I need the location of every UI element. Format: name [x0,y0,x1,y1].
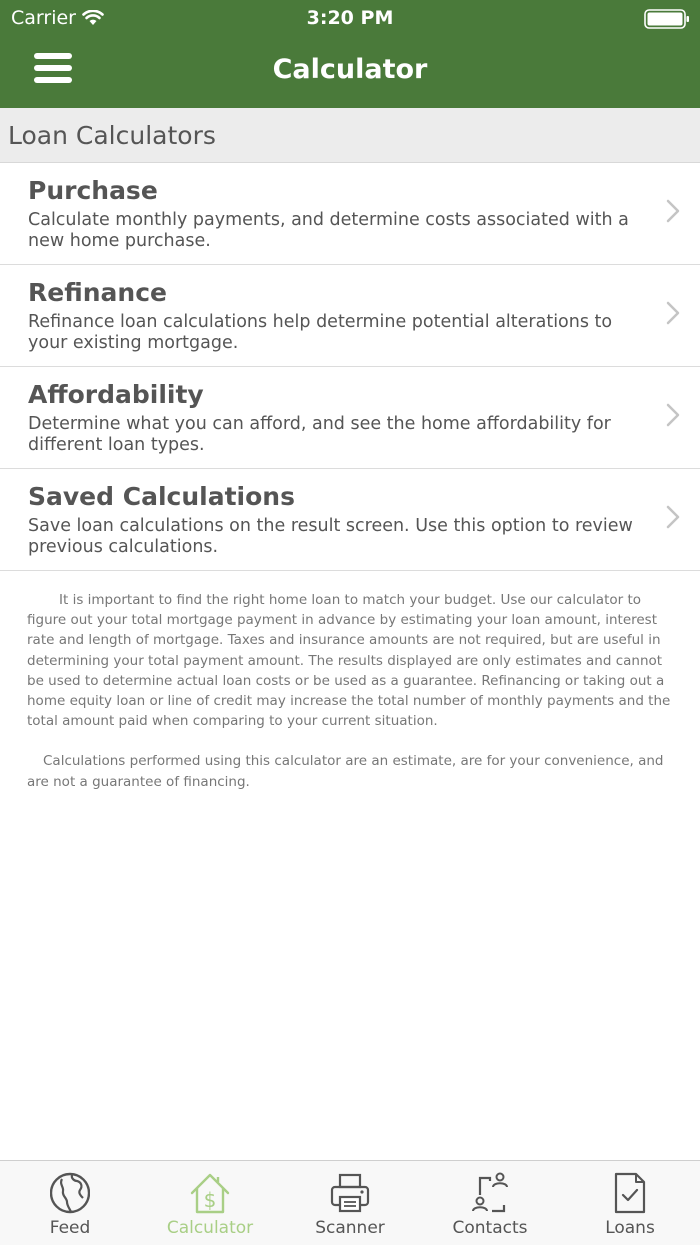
tab-label: Calculator [166,1218,254,1238]
tab-label: Contacts [452,1218,528,1238]
contacts-icon [470,1171,510,1215]
tab-calculator[interactable] [140,1161,280,1245]
item-description: Refinance loan calculations help determine potential alterations to your existing mortgage. [28,312,613,353]
tab-label: Feed [49,1218,91,1238]
item-description: Determine what you can afford, and see the home affordability for different loan types. [28,414,611,455]
globe-icon [50,1171,90,1215]
item-title: Affordability [28,380,204,409]
list-item-affordability[interactable] [0,367,700,469]
chevron-right-icon [666,505,680,529]
item-description: Calculate monthly payments, and determine costs associated with a new home purchase. [28,210,629,251]
house-dollar-icon [190,1171,230,1215]
disclaimer-text [27,590,675,792]
calculator-list [0,163,700,571]
app-header [0,0,700,108]
list-item-saved-calculations[interactable] [0,469,700,571]
chevron-right-icon [666,199,680,223]
nav-bar [0,36,700,108]
page-title: Calculator [272,54,428,85]
section-title: Loan Calculators [8,121,216,150]
status-bar [0,0,700,36]
section-header [0,108,700,163]
carrier-label: Carrier [11,7,76,29]
item-title: Refinance [28,278,167,307]
tab-label: Scanner [315,1218,385,1238]
disclaimer-paragraph: It is important to find the right home loan to match your budget. Use our calculator to figure out your total mortgage payment in advance by estimating your loan amount, interest rate and length of mortgage. Taxes and insurance amounts are not required, but are useful in determining your total payment amount. The results displayed are only estimates and cannot be used to determine actual loan costs or be used as a guarantee. Refinancing or taking out a home equity loan or line of credit may increase the total number of monthly payments and the total amount paid when comparing to your current situation. [27,592,671,730]
chevron-right-icon [666,301,680,325]
list-item-purchase[interactable] [0,163,700,265]
item-description: Save loan calculations on the result screen. Use this option to review previous calculations. [28,516,633,557]
item-title: Purchase [28,176,158,205]
chevron-right-icon [666,403,680,427]
tab-feed[interactable] [0,1161,140,1245]
disclaimer-paragraph: Calculations performed using this calculator are an estimate, are for your convenience, and are not a guarantee of financing. [27,753,664,790]
printer-icon [330,1171,370,1215]
document-check-icon [610,1171,650,1215]
tab-label: Loans [605,1218,655,1238]
battery-icon [644,9,690,29]
item-title: Saved Calculations [28,482,295,511]
tab-bar [0,1160,700,1245]
list-item-refinance[interactable] [0,265,700,367]
tab-loans[interactable] [560,1161,700,1245]
tab-scanner[interactable] [280,1161,420,1245]
tab-contacts[interactable] [420,1161,560,1245]
status-time: 3:20 PM [306,7,394,29]
svg-text:$: $ [203,1188,217,1212]
